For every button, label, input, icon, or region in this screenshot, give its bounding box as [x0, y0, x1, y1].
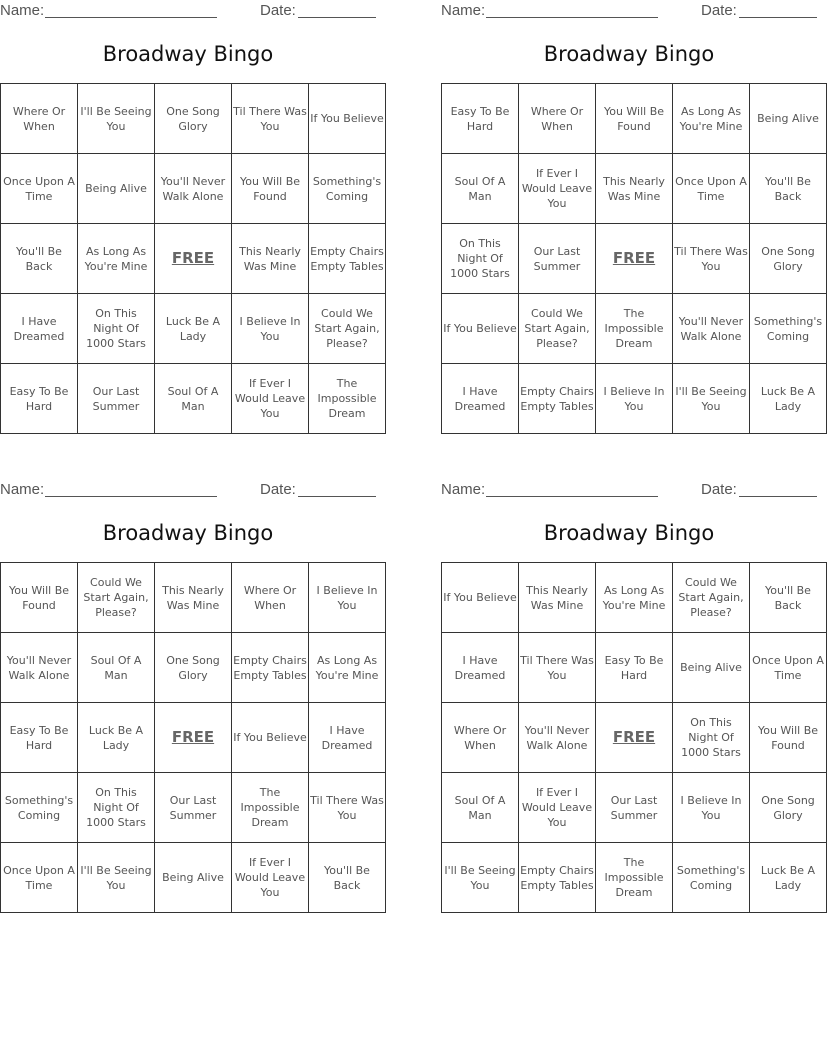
bingo-cell[interactable]: The Impossible Dream — [232, 773, 309, 843]
bingo-cell[interactable]: I Believe In You — [309, 563, 386, 633]
bingo-cell[interactable]: Being Alive — [673, 633, 750, 703]
bingo-cell[interactable]: On This Night Of 1000 Stars — [78, 773, 155, 843]
bingo-cell[interactable]: I Believe In You — [673, 773, 750, 843]
bingo-cell[interactable]: Luck Be A Lady — [78, 703, 155, 773]
bingo-cell[interactable]: You'll Be Back — [309, 843, 386, 913]
bingo-cell[interactable]: Once Upon A Time — [673, 154, 750, 224]
bingo-cell[interactable]: Empty Chairs Empty Tables — [519, 364, 596, 434]
bingo-cell[interactable]: I Have Dreamed — [442, 364, 519, 434]
bingo-cell[interactable]: Our Last Summer — [155, 773, 232, 843]
bingo-cell[interactable]: Til There Was You — [232, 84, 309, 154]
bingo-row — [442, 703, 827, 773]
free-space[interactable]: FREE — [596, 224, 673, 294]
bingo-cell[interactable]: If Ever I Would Leave You — [232, 364, 309, 434]
name-date-header — [0, 479, 376, 501]
bingo-cell[interactable]: Something's Coming — [673, 843, 750, 913]
bingo-cell[interactable]: This Nearly Was Mine — [519, 563, 596, 633]
bingo-row — [1, 84, 386, 154]
bingo-grid — [441, 562, 827, 913]
bingo-cell[interactable]: The Impossible Dream — [596, 843, 673, 913]
bingo-row — [1, 773, 386, 843]
bingo-cell[interactable]: This Nearly Was Mine — [155, 563, 232, 633]
bingo-cell[interactable]: Luck Be A Lady — [750, 364, 827, 434]
bingo-cell[interactable]: As Long As You're Mine — [596, 563, 673, 633]
name-date-header — [441, 0, 817, 22]
date-label: Date: — [260, 481, 296, 498]
name-label: Name: — [0, 481, 45, 498]
bingo-row — [1, 563, 386, 633]
bingo-row — [1, 294, 386, 364]
bingo-row — [1, 154, 386, 224]
name-input-line[interactable] — [486, 17, 658, 18]
bingo-row — [442, 224, 827, 294]
bingo-cell[interactable]: I'll Be Seeing You — [673, 364, 750, 434]
bingo-cell[interactable]: Easy To Be Hard — [596, 633, 673, 703]
bingo-cell[interactable]: Til There Was You — [519, 633, 596, 703]
bingo-row — [1, 364, 386, 434]
date-input-line[interactable] — [739, 17, 817, 18]
bingo-row — [442, 154, 827, 224]
bingo-cell[interactable]: Easy To Be Hard — [1, 364, 78, 434]
bingo-cell[interactable]: I Have Dreamed — [1, 294, 78, 364]
bingo-cell[interactable]: Luck Be A Lady — [750, 843, 827, 913]
bingo-cell[interactable]: Could We Start Again, Please? — [309, 294, 386, 364]
bingo-cell[interactable]: Where Or When — [519, 84, 596, 154]
bingo-cell[interactable]: Our Last Summer — [519, 224, 596, 294]
bingo-cell[interactable]: On This Night Of 1000 Stars — [673, 703, 750, 773]
bingo-cell[interactable]: This Nearly Was Mine — [232, 224, 309, 294]
card-title: Broadway Bingo — [102, 521, 274, 545]
date-input-line[interactable] — [298, 17, 376, 18]
bingo-grid — [0, 562, 386, 913]
bingo-row — [442, 563, 827, 633]
bingo-cell[interactable]: I'll Be Seeing You — [78, 843, 155, 913]
bingo-cell[interactable]: Empty Chairs Empty Tables — [232, 633, 309, 703]
bingo-row — [442, 843, 827, 913]
bingo-cell[interactable]: You Will Be Found — [232, 154, 309, 224]
bingo-cell[interactable]: Where Or When — [1, 84, 78, 154]
bingo-cell[interactable]: You'll Never Walk Alone — [673, 294, 750, 364]
bingo-cell[interactable]: Til There Was You — [673, 224, 750, 294]
free-space[interactable]: FREE — [155, 703, 232, 773]
bingo-cell[interactable]: Soul Of A Man — [78, 633, 155, 703]
bingo-cell[interactable]: Where Or When — [442, 703, 519, 773]
bingo-cell[interactable]: If You Believe — [442, 294, 519, 364]
bingo-cell[interactable]: You'll Never Walk Alone — [1, 633, 78, 703]
card-title: Broadway Bingo — [543, 521, 715, 545]
bingo-cell[interactable]: Empty Chairs Empty Tables — [309, 224, 386, 294]
bingo-cell[interactable]: I Have Dreamed — [309, 703, 386, 773]
bingo-cell[interactable]: You Will Be Found — [596, 84, 673, 154]
bingo-row — [442, 84, 827, 154]
bingo-cell[interactable]: Our Last Summer — [596, 773, 673, 843]
bingo-cell[interactable]: The Impossible Dream — [596, 294, 673, 364]
free-space[interactable]: FREE — [596, 703, 673, 773]
bingo-cell[interactable]: The Impossible Dream — [309, 364, 386, 434]
date-label: Date: — [701, 2, 737, 19]
bingo-cell[interactable]: Easy To Be Hard — [1, 703, 78, 773]
bingo-cell[interactable]: Empty Chairs Empty Tables — [519, 843, 596, 913]
bingo-cell[interactable]: If You Believe — [309, 84, 386, 154]
bingo-cell[interactable]: Something's Coming — [1, 773, 78, 843]
bingo-cell[interactable]: One Song Glory — [155, 84, 232, 154]
bingo-cell[interactable]: Being Alive — [750, 84, 827, 154]
bingo-cell[interactable]: On This Night Of 1000 Stars — [78, 294, 155, 364]
bingo-cell[interactable]: Once Upon A Time — [750, 633, 827, 703]
bingo-row — [442, 633, 827, 703]
bingo-cell[interactable]: If Ever I Would Leave You — [519, 773, 596, 843]
bingo-cell[interactable]: If You Believe — [442, 563, 519, 633]
bingo-cell[interactable]: Being Alive — [155, 843, 232, 913]
bingo-cell[interactable]: Something's Coming — [750, 294, 827, 364]
bingo-cell[interactable]: If Ever I Would Leave You — [232, 843, 309, 913]
bingo-row — [442, 773, 827, 843]
bingo-cell[interactable]: I Have Dreamed — [442, 633, 519, 703]
bingo-cell[interactable]: As Long As You're Mine — [78, 224, 155, 294]
bingo-row — [1, 224, 386, 294]
bingo-cell[interactable]: You'll Be Back — [750, 563, 827, 633]
bingo-cell[interactable]: This Nearly Was Mine — [596, 154, 673, 224]
name-label: Name: — [441, 2, 486, 19]
bingo-cell[interactable]: Being Alive — [78, 154, 155, 224]
bingo-cell[interactable]: You'll Be Back — [750, 154, 827, 224]
card-title: Broadway Bingo — [543, 42, 715, 66]
bingo-cell[interactable]: If You Believe — [232, 703, 309, 773]
bingo-cell[interactable]: As Long As You're Mine — [673, 84, 750, 154]
bingo-grid — [0, 83, 386, 434]
free-space[interactable]: FREE — [155, 224, 232, 294]
bingo-cell[interactable]: Luck Be A Lady — [155, 294, 232, 364]
bingo-row — [1, 703, 386, 773]
name-input-line[interactable] — [486, 496, 658, 497]
bingo-cell[interactable]: I'll Be Seeing You — [442, 843, 519, 913]
date-input-line[interactable] — [739, 496, 817, 497]
bingo-cell[interactable]: Soul Of A Man — [442, 154, 519, 224]
bingo-cell[interactable]: You Will Be Found — [750, 703, 827, 773]
name-input-line[interactable] — [45, 496, 217, 497]
bingo-cell[interactable]: Til There Was You — [309, 773, 386, 843]
bingo-cell[interactable]: You'll Be Back — [1, 224, 78, 294]
bingo-cell[interactable]: Easy To Be Hard — [442, 84, 519, 154]
bingo-cell[interactable]: Our Last Summer — [78, 364, 155, 434]
bingo-cell[interactable]: You'll Never Walk Alone — [519, 703, 596, 773]
bingo-row — [1, 633, 386, 703]
name-input-line[interactable] — [45, 17, 217, 18]
bingo-cell[interactable]: On This Night Of 1000 Stars — [442, 224, 519, 294]
bingo-cell[interactable]: Soul Of A Man — [155, 364, 232, 434]
bingo-cell[interactable]: Soul Of A Man — [442, 773, 519, 843]
date-label: Date: — [260, 2, 296, 19]
bingo-cell[interactable]: One Song Glory — [750, 773, 827, 843]
bingo-row — [442, 364, 827, 434]
bingo-cell[interactable]: I Believe In You — [232, 294, 309, 364]
bingo-cell[interactable]: You'll Never Walk Alone — [155, 154, 232, 224]
bingo-cell[interactable]: One Song Glory — [750, 224, 827, 294]
bingo-row — [442, 294, 827, 364]
bingo-cell[interactable]: Could We Start Again, Please? — [519, 294, 596, 364]
bingo-cell[interactable]: I Believe In You — [596, 364, 673, 434]
bingo-cell[interactable]: Where Or When — [232, 563, 309, 633]
bingo-cell[interactable]: Something's Coming — [309, 154, 386, 224]
name-label: Name: — [0, 2, 45, 19]
name-label: Name: — [441, 481, 486, 498]
date-input-line[interactable] — [298, 496, 376, 497]
name-date-header — [441, 479, 817, 501]
bingo-cell[interactable]: If Ever I Would Leave You — [519, 154, 596, 224]
card-title: Broadway Bingo — [102, 42, 274, 66]
bingo-cell[interactable]: Once Upon A Time — [1, 843, 78, 913]
bingo-row — [1, 843, 386, 913]
bingo-cell[interactable]: You Will Be Found — [1, 563, 78, 633]
bingo-cell[interactable]: Could We Start Again, Please? — [673, 563, 750, 633]
bingo-cell[interactable]: One Song Glory — [155, 633, 232, 703]
bingo-cell[interactable]: As Long As You're Mine — [309, 633, 386, 703]
bingo-cell[interactable]: Could We Start Again, Please? — [78, 563, 155, 633]
date-label: Date: — [701, 481, 737, 498]
bingo-cell[interactable]: I'll Be Seeing You — [78, 84, 155, 154]
name-date-header — [0, 0, 376, 22]
bingo-cell[interactable]: Once Upon A Time — [1, 154, 78, 224]
bingo-grid — [441, 83, 827, 434]
